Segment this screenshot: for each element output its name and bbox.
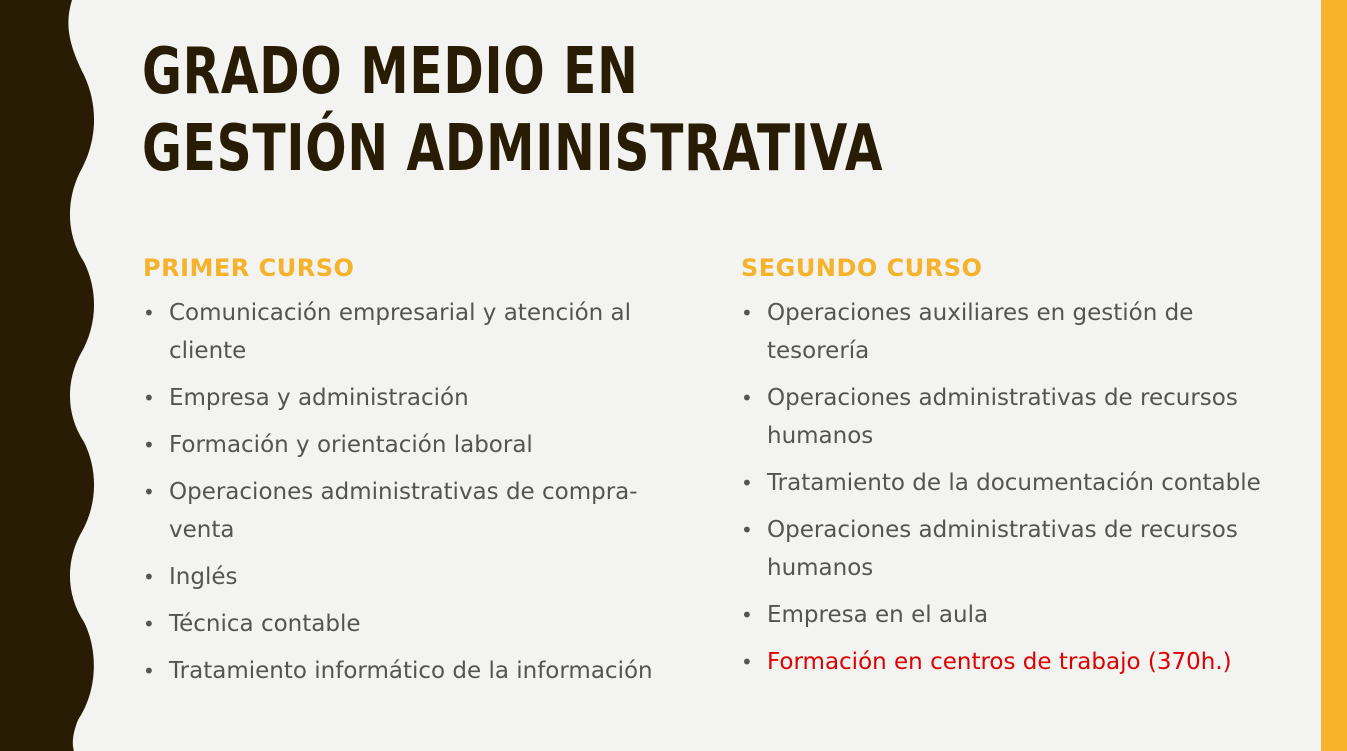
list-item-text: Tratamiento informático de la información [169,658,653,684]
bullet-icon: • [741,471,753,495]
list-item-text: Formación en centros de trabajo (370h.) [767,649,1232,675]
bullet-icon: • [143,301,155,325]
list-item [143,426,673,464]
first-year-list [143,294,673,690]
list-item [741,596,1301,634]
list-item-text: Técnica contable [169,611,361,637]
bullet-icon: • [143,480,155,504]
list-item-text: Operaciones administrativas de recursos humanos [767,517,1238,581]
list-item [143,652,673,690]
list-item-text: Operaciones administrativas de compra-venta [169,479,638,543]
slide-title: GRADO MEDIO EN GESTIÓN ADMINISTRATIVA [142,35,884,186]
bullet-icon: • [143,565,155,589]
list-item [143,379,673,417]
first-year-heading: PRIMER CURSO [143,254,355,282]
list-item-text: Empresa y administración [169,385,469,411]
first-year-column [143,252,673,699]
second-year-heading: SEGUNDO CURSO [741,254,983,282]
list-item [143,294,673,370]
list-item-text: Formación y orientación laboral [169,432,533,458]
list-item-text: Comunicación empresarial y atención al cliente [169,300,632,364]
list-item-text: Operaciones administrativas de recursos humanos [767,385,1238,449]
bullet-icon: • [741,386,753,410]
second-year-column [741,252,1301,690]
bullet-icon: • [143,386,155,410]
list-item [741,294,1301,370]
second-year-list [741,294,1301,681]
bullet-icon: • [741,603,753,627]
list-item [741,379,1301,455]
list-item [143,473,673,549]
bullet-icon: • [143,659,155,683]
list-item [741,511,1301,587]
list-item-text: Operaciones auxiliares en gestión de tesorería [767,300,1194,364]
list-item [741,464,1301,502]
bullet-icon: • [741,301,753,325]
bullet-icon: • [143,612,155,636]
list-item-highlighted [741,643,1301,681]
bullet-icon: • [143,433,155,457]
list-item-text: Tratamiento de la documentación contable [767,470,1261,496]
list-item-text: Inglés [169,564,238,590]
bullet-icon: • [741,650,753,674]
wavy-side-decoration [0,0,110,751]
list-item [143,605,673,643]
accent-side-bar [1321,0,1347,751]
list-item [143,558,673,596]
bullet-icon: • [741,518,753,542]
list-item-text: Empresa en el aula [767,602,989,628]
